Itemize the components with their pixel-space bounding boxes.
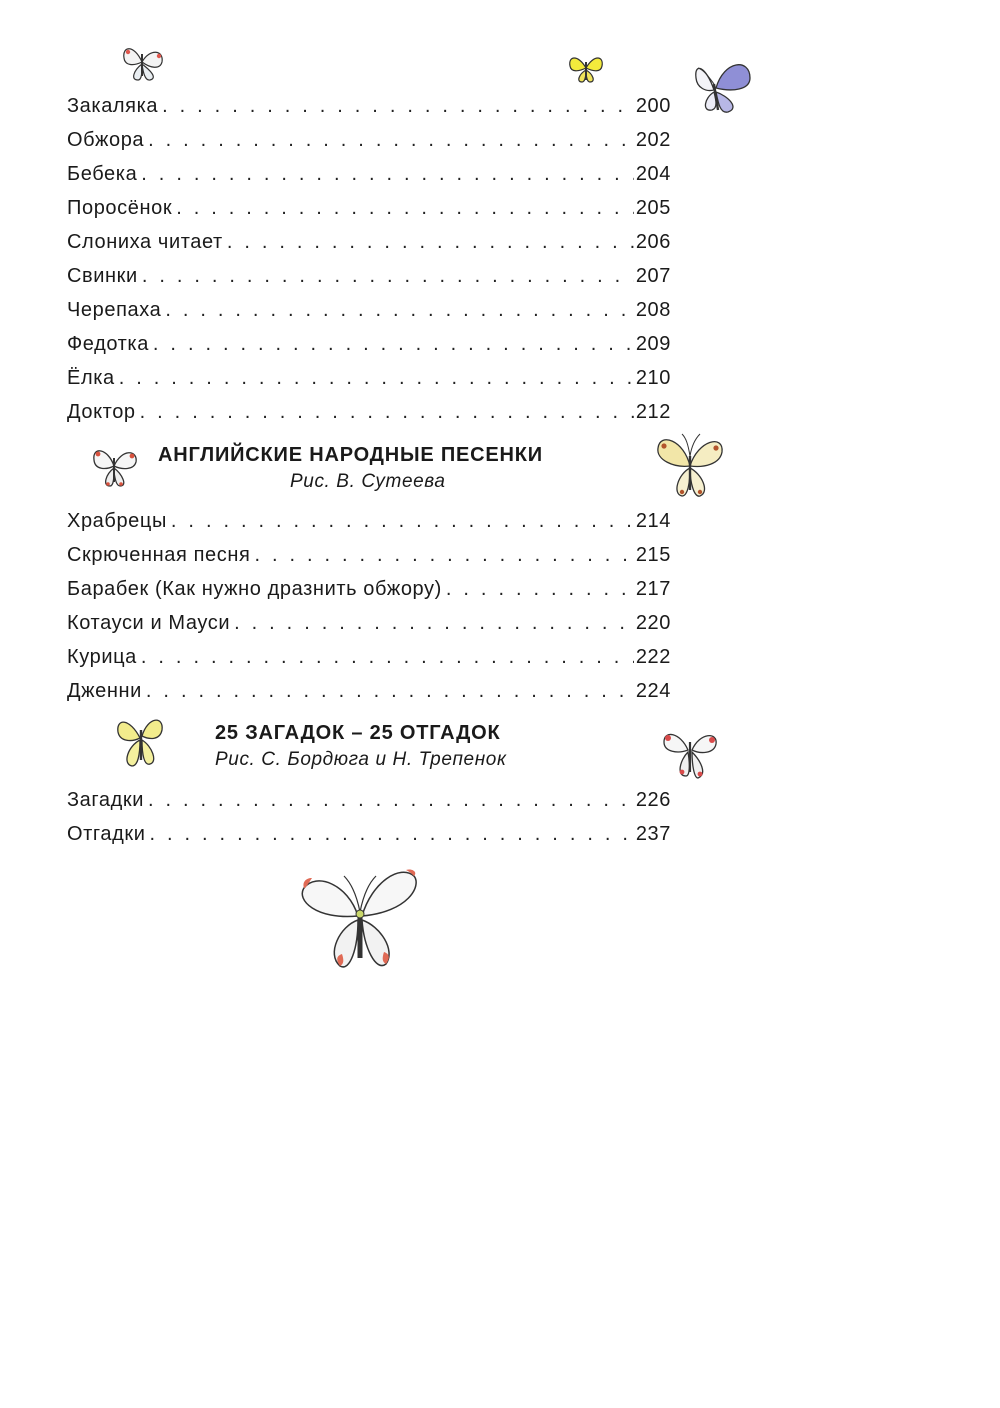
- toc-entry[interactable]: [67, 816, 671, 846]
- white-butterfly-icon: [120, 40, 166, 84]
- toc-entry[interactable]: [67, 537, 671, 567]
- toc-entry-page: 207: [635, 265, 671, 287]
- toc-entry-page: 226: [635, 789, 671, 811]
- toc-entry[interactable]: [67, 605, 671, 635]
- leader-dots: [140, 400, 634, 424]
- toc-entry-page: 200: [635, 95, 671, 117]
- toc-entry-title: Свинки: [67, 265, 138, 287]
- toc-entry[interactable]: [67, 190, 671, 220]
- toc-entry[interactable]: [67, 782, 671, 812]
- toc-entry-title: Дженни: [67, 680, 142, 702]
- toc-entry-title: Доктор: [67, 401, 136, 423]
- toc-entry-page: 237: [635, 823, 671, 845]
- section-title: АНГЛИЙСКИЕ НАРОДНЫЕ ПЕСЕНКИ: [158, 444, 543, 466]
- leader-dots: [146, 679, 634, 703]
- toc-entry[interactable]: [67, 571, 671, 601]
- leader-dots: [162, 94, 634, 118]
- toc-entry-page: 214: [635, 510, 671, 532]
- toc-entry-page: 209: [635, 333, 671, 355]
- toc-entry-title: Скрюченная песня: [67, 544, 251, 566]
- toc-entry-title: Слониха читает: [67, 231, 223, 253]
- toc-entry-title: Черепаха: [67, 299, 162, 321]
- section-subtitle: Рис. С. Бордюга и Н. Трепенок: [215, 749, 507, 770]
- toc-entry[interactable]: [67, 360, 671, 390]
- toc-entry[interactable]: [67, 292, 671, 322]
- toc-entry-title: Храбрецы: [67, 510, 167, 532]
- toc-entry-page: 210: [635, 367, 671, 389]
- cream-butterfly-icon: [650, 430, 730, 504]
- toc-entry[interactable]: [67, 88, 671, 118]
- leader-dots: [141, 645, 634, 669]
- toc-entry-page: 205: [635, 197, 671, 219]
- toc-entry-title: Отгадки: [67, 823, 146, 845]
- toc-entry-title: Закаляка: [67, 95, 159, 117]
- toc-entry-page: 208: [635, 299, 671, 321]
- toc-entry[interactable]: [67, 258, 671, 288]
- leader-dots: [153, 332, 634, 356]
- leader-dots: [165, 298, 633, 322]
- toc-entry-page: 204: [635, 163, 671, 185]
- leader-dots: [227, 230, 634, 254]
- toc-entry-title: Поросёнок: [67, 197, 173, 219]
- leader-dots: [142, 264, 634, 288]
- leader-dots: [446, 577, 634, 601]
- section-subtitle: Рис. В. Сутеева: [290, 471, 446, 492]
- toc-entry[interactable]: [67, 224, 671, 254]
- toc-entry-title: Ёлка: [67, 367, 115, 389]
- toc-entry-title: Федотка: [67, 333, 149, 355]
- leader-dots: [119, 366, 634, 390]
- toc-entry-title: Котауси и Мауси: [67, 612, 231, 634]
- toc-entry[interactable]: [67, 122, 671, 152]
- toc-entry-page: 202: [635, 129, 671, 151]
- yellow-butterfly-icon: [566, 52, 606, 86]
- toc-entry-page: 215: [635, 544, 671, 566]
- toc-entry-page: 220: [635, 612, 671, 634]
- toc-entry-title: Загадки: [67, 789, 144, 811]
- leader-dots: [150, 822, 634, 846]
- large-white-butterfly-icon: [296, 862, 422, 978]
- leader-dots: [141, 162, 634, 186]
- toc-entry-page: 222: [635, 646, 671, 668]
- leader-dots: [176, 196, 634, 220]
- toc-entry-page: 206: [635, 231, 671, 253]
- white-butterfly-icon: [658, 722, 722, 784]
- toc-entry-title: Курица: [67, 646, 137, 668]
- white-butterfly-icon: [88, 440, 140, 492]
- toc-entry[interactable]: [67, 639, 671, 669]
- toc-entry-page: 212: [635, 401, 671, 423]
- toc-entry-page: 224: [635, 680, 671, 702]
- leader-dots: [254, 543, 633, 567]
- purple-butterfly-icon: [684, 56, 756, 118]
- leader-dots: [234, 611, 634, 635]
- toc-entry[interactable]: [67, 156, 671, 186]
- toc-entry[interactable]: [67, 326, 671, 356]
- toc-entry-page: 217: [635, 578, 671, 600]
- toc-entry-title: Обжора: [67, 129, 145, 151]
- toc-entry-title: Барабек (Как нужно дразнить обжору): [67, 578, 442, 600]
- leader-dots: [148, 788, 634, 812]
- yellow-butterfly-icon: [112, 710, 168, 772]
- toc-entry[interactable]: [67, 673, 671, 703]
- section-title: 25 ЗАГАДОК – 25 ОТГАДОК: [215, 722, 501, 744]
- toc-entry-title: Бебека: [67, 163, 138, 185]
- leader-dots: [171, 509, 634, 533]
- leader-dots: [148, 128, 634, 152]
- toc-entry[interactable]: [67, 503, 671, 533]
- toc-entry[interactable]: [67, 394, 671, 424]
